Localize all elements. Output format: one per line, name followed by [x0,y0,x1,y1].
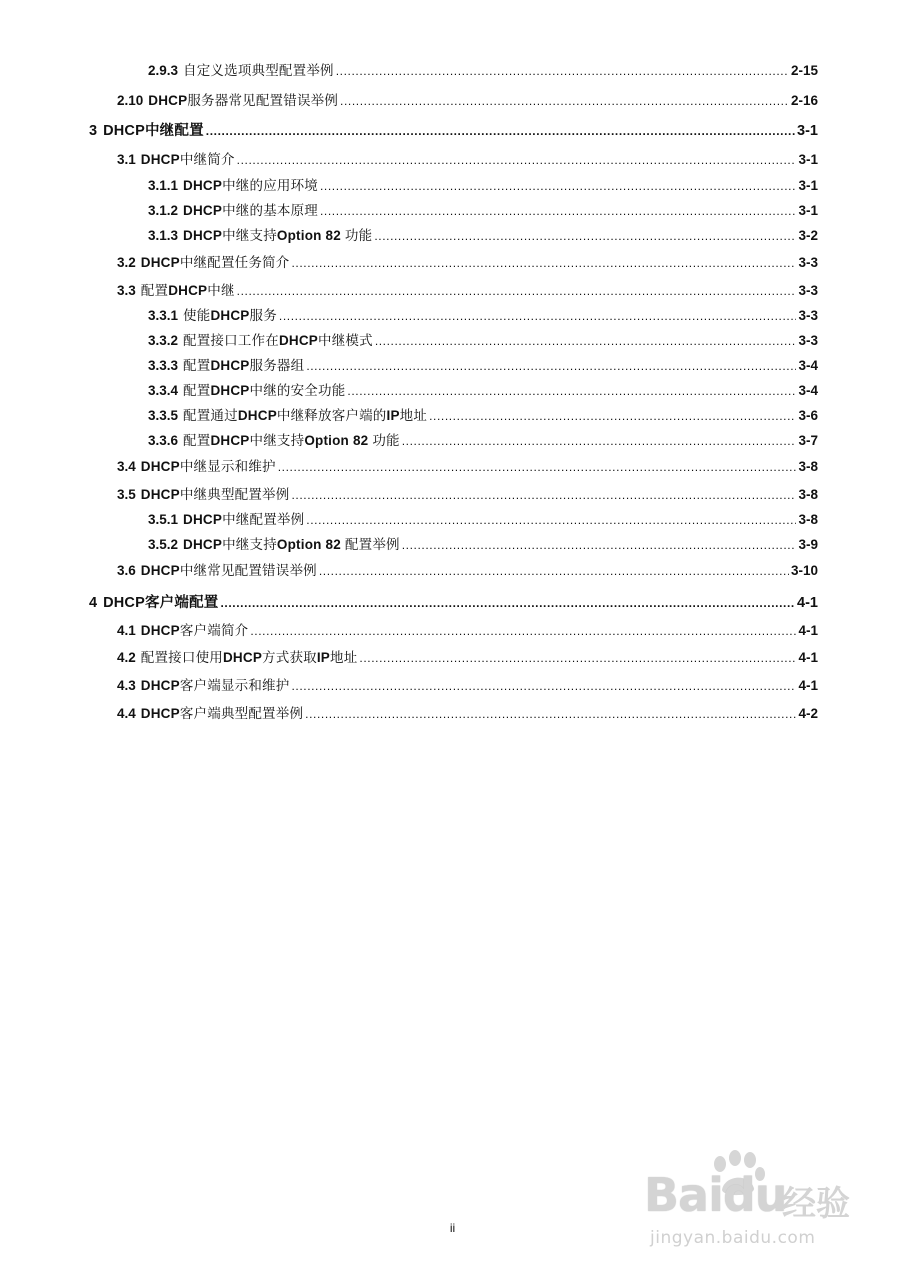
toc-title: 配置通过DHCP中继释放客户端的IP地址 [183,408,428,423]
toc-page: 4-2 [798,706,818,721]
toc-entry[interactable] [117,562,818,580]
toc-page: 3-3 [798,255,818,270]
toc-entry[interactable] [148,177,818,195]
toc-title: DHCP客户端显示和维护 [140,678,290,693]
leader-dots [250,622,796,640]
leader-dots [429,407,796,425]
toc-title: DHCP中继配置任务简介 [140,255,290,270]
toc-entry[interactable] [148,382,818,400]
toc-number: 4 [89,595,98,611]
toc-entry[interactable] [148,227,818,245]
toc-entry[interactable] [117,622,818,640]
leader-dots [347,382,796,400]
leader-dots [402,432,797,450]
leader-dots [306,357,796,375]
toc-page: 3-8 [798,487,818,502]
toc-number: 3.4 [117,459,136,474]
toc-title: DHCP客户端典型配置举例 [140,706,304,721]
leader-dots [237,282,797,300]
toc-entry[interactable] [117,282,818,300]
leader-dots [340,92,789,110]
toc-page: 3-7 [798,433,818,448]
toc-number: 3.5.1 [148,512,179,527]
toc-entry[interactable] [117,677,818,695]
toc-page: 3-3 [798,333,818,348]
toc-number: 2.9.3 [148,63,179,78]
toc-entry[interactable] [148,307,818,325]
toc-title: 配置接口使用DHCP方式获取IP地址 [140,650,358,665]
toc-page: 3-8 [798,512,818,527]
toc-page: 4-1 [797,595,818,611]
toc-page: 3-8 [798,459,818,474]
toc-entry[interactable] [89,122,818,140]
toc-number: 3.1.3 [148,228,179,243]
toc-number: 3.3.4 [148,383,179,398]
toc-number: 3.5 [117,487,136,502]
toc-number: 4.3 [117,678,136,693]
toc-entry[interactable] [117,486,818,504]
leader-dots [359,649,796,667]
toc-title: DHCP中继配置举例 [183,512,305,527]
leader-dots [291,486,796,504]
toc-page: 3-3 [798,308,818,323]
toc-number: 2.10 [117,93,144,108]
toc-page: 3-6 [798,408,818,423]
toc-title: DHCP中继简介 [140,152,235,167]
leader-dots [320,177,796,195]
toc-entry[interactable] [117,151,818,169]
toc-title: 配置DHCP中继支持Option 82 功能 [183,433,400,448]
toc-title: DHCP中继典型配置举例 [140,487,290,502]
watermark-brand: Baidu [644,1168,787,1222]
toc-entry[interactable] [117,458,818,476]
toc-page: 3-4 [798,383,818,398]
toc-title: DHCP中继的基本原理 [183,203,318,218]
baidu-jingyan-watermark [636,1150,876,1250]
toc-entry[interactable] [148,407,818,425]
toc-page: 3-1 [798,178,818,193]
toc-entry[interactable] [117,92,818,110]
toc-page: 2-15 [790,63,818,78]
toc-page: 3-4 [798,358,818,373]
leader-dots [237,151,797,169]
leader-dots [206,122,795,140]
toc-page: 3-9 [798,537,818,552]
toc-title: 配置DHCP服务器组 [183,358,305,373]
toc-number: 3.1.1 [148,178,179,193]
leader-dots [336,62,789,80]
toc-title: 配置接口工作在DHCP中继模式 [183,333,373,348]
watermark-url: jingyan.baidu.com [650,1228,816,1248]
toc-page: 2-16 [790,93,818,108]
toc-number: 3.3 [117,283,136,298]
toc-number: 3.1 [117,152,136,167]
toc-title: DHCP中继支持Option 82 配置举例 [183,537,400,552]
toc-page: 3-3 [798,283,818,298]
toc-page: 3-10 [790,563,818,578]
toc-number: 3.3.3 [148,358,179,373]
toc-number: 4.4 [117,706,136,721]
toc-page: 4-1 [798,678,818,693]
toc-entry[interactable] [117,254,818,272]
toc-number: 3.2 [117,255,136,270]
leader-dots [291,254,796,272]
toc-entry[interactable] [89,594,818,612]
toc-entry[interactable] [148,432,818,450]
toc-title: DHCP中继配置 [103,123,204,139]
toc-page: 3-1 [798,203,818,218]
leader-dots [375,332,797,350]
leader-dots [320,202,796,220]
toc-page: 3-2 [798,228,818,243]
toc-page: 4-1 [798,623,818,638]
toc-page: 4-1 [798,650,818,665]
toc-number: 3.6 [117,563,136,578]
toc-number: 3.3.5 [148,408,179,423]
toc-title: DHCP服务器常见配置错误举例 [148,93,339,108]
toc-number: 3 [89,123,98,139]
toc-entry[interactable] [148,357,818,375]
toc-entry[interactable] [148,511,818,529]
toc-number: 3.3.1 [148,308,179,323]
toc-title: 自定义选项典型配置举例 [183,63,334,78]
toc-entry[interactable] [148,62,818,80]
toc-page: 3-1 [797,123,818,139]
toc-title: 配置DHCP中继 [140,283,235,298]
toc-title: 使能DHCP服务 [183,308,277,323]
toc-entry[interactable] [117,649,818,667]
toc-title: DHCP客户端配置 [103,595,219,611]
toc-title: 配置DHCP中继的安全功能 [183,383,346,398]
watermark-brand-cn: 经验 [782,1185,850,1223]
toc-title: DHCP中继的应用环境 [183,178,318,193]
toc-number: 4.1 [117,623,136,638]
leader-dots [305,705,796,723]
toc-title: DHCP中继支持Option 82 功能 [183,228,373,243]
leader-dots [306,511,796,529]
toc-page: 3-1 [798,152,818,167]
toc-number: 4.2 [117,650,136,665]
leader-dots [402,536,797,554]
leader-dots [279,307,797,325]
toc-title: DHCP中继显示和维护 [140,459,276,474]
leader-dots [374,227,796,245]
toc-entry[interactable] [117,705,818,723]
toc-number: 3.5.2 [148,537,179,552]
toc-entry[interactable] [148,536,818,554]
toc-number: 3.3.2 [148,333,179,348]
leader-dots [291,677,796,695]
toc-number: 3.3.6 [148,433,179,448]
leader-dots [319,562,789,580]
leader-dots [278,458,797,476]
toc-title: DHCP客户端简介 [140,623,249,638]
toc-entry[interactable] [148,332,818,350]
leader-dots [220,594,795,612]
toc-number: 3.1.2 [148,203,179,218]
page-number: ii [449,1221,456,1235]
toc-title: DHCP中继常见配置错误举例 [140,563,317,578]
toc-entry[interactable] [148,202,818,220]
